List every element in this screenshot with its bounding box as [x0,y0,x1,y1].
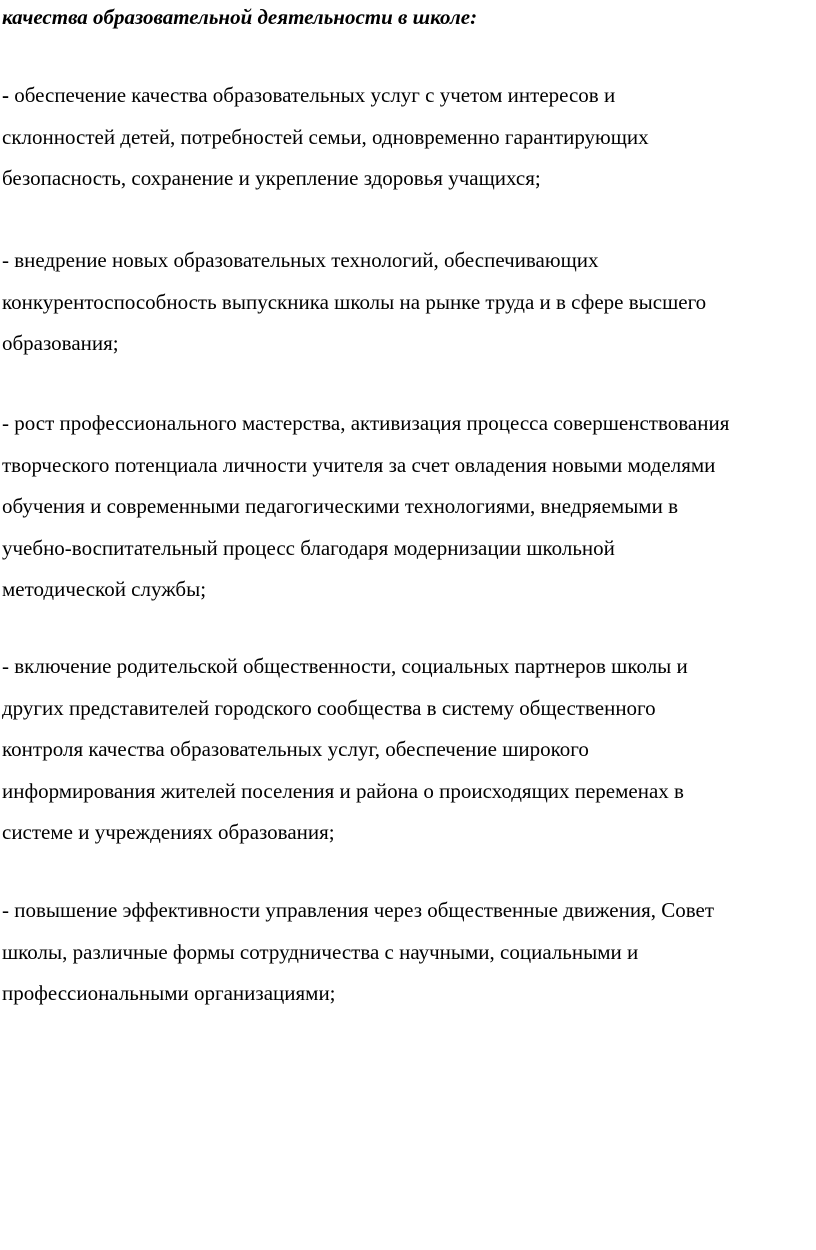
paragraph-line: образования; [2,331,119,355]
paragraph-management-efficiency [2,890,714,1015]
bullet-dash: - [2,654,9,678]
bullet-dash: - [2,83,9,107]
paragraph-quality-services [2,75,649,200]
paragraph-line: системе и учреждениях образования; [2,820,335,844]
line-text: включение родительской общественности, социальных партнеров школы и [9,654,688,678]
paragraph-line: учебно-воспитательный процесс благодаря модернизации школьной [2,535,615,560]
paragraph-line: контроля качества образовательных услуг, обеспечение широкого [2,737,589,761]
paragraph-line: информирования жителей поселения и района о происходящих переменах в [2,778,684,803]
paragraph-line: творческого потенциала личности учителя за счет овладения новыми моделями [2,452,716,477]
paragraph-line [2,240,706,282]
bullet-dash: - [2,898,9,922]
paragraph-line [2,646,688,688]
paragraph-line: методической службы; [2,577,207,601]
paragraph-line: школы, различные формы сотрудничества с научными, социальными и [2,939,639,964]
paragraph-line: обучения и современными педагогическими технологиями, внедряемыми в [2,494,678,518]
paragraph-line: профессиональными организациями; [2,981,336,1005]
paragraph-line: конкурентоспособность выпускника школы на рынке труда и в сфере высшего [2,289,707,314]
section-heading: качества образовательной деятельности в школе: [2,5,478,29]
paragraph-line [2,75,649,117]
paragraph-line [2,890,714,932]
line-text: повышение эффективности управления через общественные движения, Совет [9,898,715,922]
line-text: рост профессионального мастерства, активизация процесса совершенствования [9,411,730,435]
bullet-dash: - [2,411,9,435]
line-text: обеспечение качества образовательных услуг с учетом интересов и [9,83,616,107]
paragraph-line: безопасность, сохранение и укрепление здоровья учащихся; [2,166,541,190]
paragraph-parent-community [2,646,688,854]
paragraph-new-technologies [2,240,706,365]
paragraph-professional-growth [2,403,729,611]
paragraph-line [2,403,729,445]
paragraph-line: склонностей детей, потребностей семьи, одновременно гарантирующих [2,124,649,149]
bullet-dash: - [2,248,9,272]
paragraph-line: других представителей городского сообщества в систему общественного [2,695,656,720]
line-text: внедрение новых образовательных технологий, обеспечивающих [9,248,599,272]
